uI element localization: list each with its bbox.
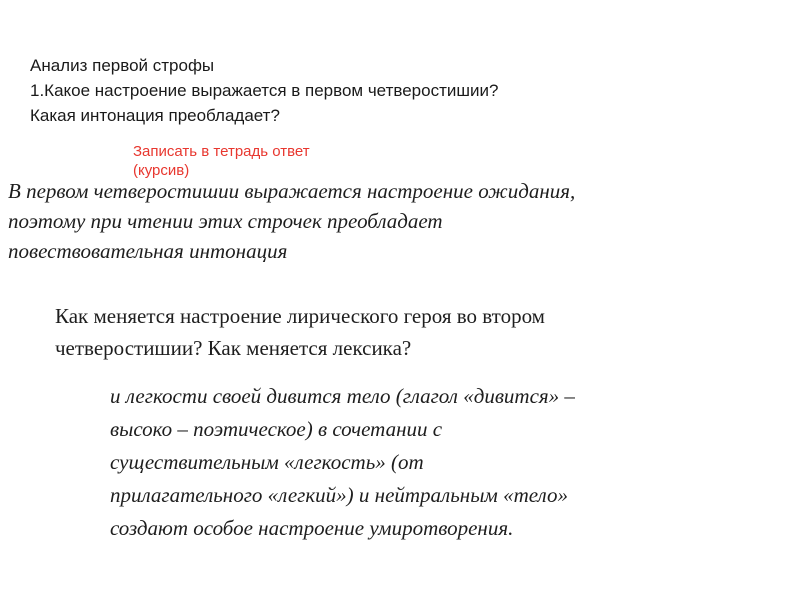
slide-heading: [30, 53, 730, 128]
answer-2-line: высоко – поэтическое) в сочетании с: [110, 417, 443, 441]
instruction-note-line-2: (курсив): [133, 162, 190, 179]
answer-1-line: В первом четверостишии выражается настроение ожидания,: [8, 179, 576, 203]
question-1-line-1: 1.Какое настроение выражается в первом четверостишии?: [30, 81, 499, 100]
answer-1-line: поэтому при чтении этих строчек преобладает: [8, 209, 443, 233]
question-1-line-2: Какая интонация преобладает?: [30, 106, 280, 125]
answer-1-line: повествовательная интонация: [8, 239, 288, 263]
answer-2-line: создают особое настроение умиротворения.: [110, 516, 514, 540]
instruction-note-line-1: Записать в тетрадь ответ: [133, 143, 310, 160]
instruction-note: [133, 142, 393, 180]
answer-2-line: и легкости своей дивится тело (глагол «дивится» –: [110, 384, 575, 408]
question-2: [55, 300, 755, 364]
answer-1: [8, 176, 788, 266]
answer-2-line: существительным «легкость» (от: [110, 450, 424, 474]
question-2-line: Как меняется настроение лирического героя во втором: [55, 304, 545, 328]
slide-title: Анализ первой строфы: [30, 56, 215, 75]
answer-2: [110, 380, 750, 545]
question-2-line: четверостишии? Как меняется лексика?: [55, 336, 412, 360]
answer-2-line: прилагательного «легкий») и нейтральным «тело»: [110, 483, 568, 507]
